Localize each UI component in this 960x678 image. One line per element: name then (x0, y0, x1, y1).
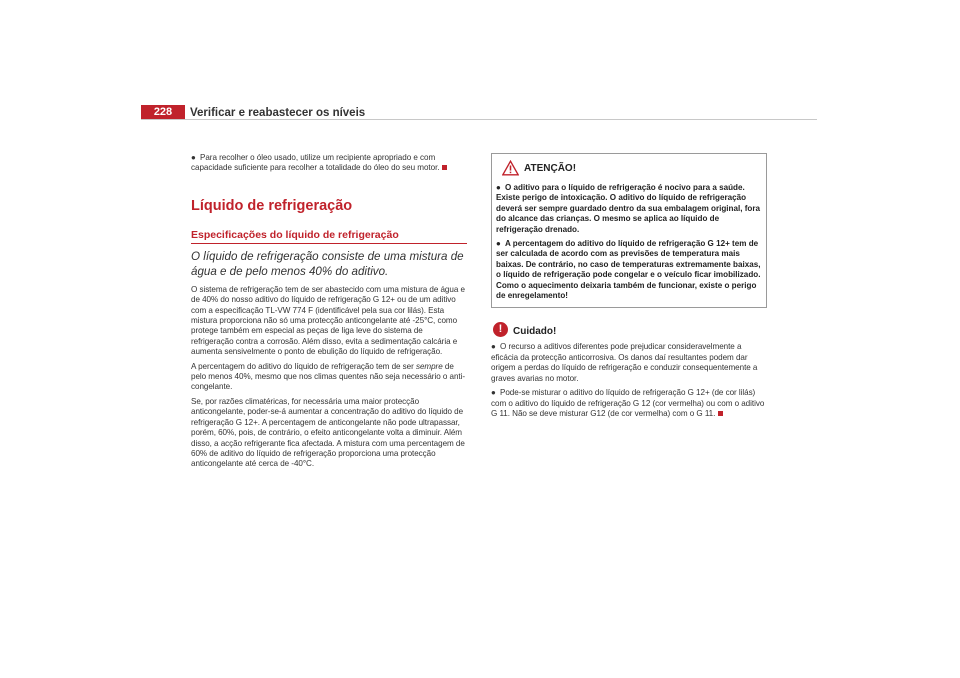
caution-header (491, 320, 766, 338)
paragraph-2-start: A percentagem do aditivo do líquido de refrigeração tem de ser (191, 361, 416, 371)
bullet-icon: ● (496, 183, 501, 192)
paragraph-3: Se, por razões climatéricas, for necessária uma maior protecção anticongelante, poder-se-á aumentar a concentração do aditivo do líquido de refrigeração G 12+. A percentagem de anticongelante não pode ultrapassar, porém, 60%, pois, de contrário, o efeito anticongelante volta a diminuir. Além disso, a acção refrigerante fica afectada. A mistura com uma percentagem de 60% de aditivo do líquido de refrigeração proporciona uma protecção anticongelante até cerca de -40°C. (191, 396, 465, 469)
paragraph-2 (191, 362, 467, 393)
end-marker-icon (718, 411, 723, 416)
bullet-icon: ● (191, 153, 196, 162)
caution-label: Cuidado! (513, 325, 557, 337)
running-title: Verificar e reabastecer os níveis (190, 106, 366, 119)
warning-item-1-text: O aditivo para o líquido de refrigeração é nocivo para a saúde. Existe perigo de intoxicação. O aditivo do líquido de refrigeração deverá ser sempre guardado dentro da sua embalagem original, fora do alcance das crianças. O mesmo se aplica ao líquido de refrigeração drenado. (496, 183, 761, 234)
warning-item-1 (496, 183, 762, 235)
paragraph-1: O sistema de refrigeração tem de ser abastecido com uma mistura de água e de 40% do nosso aditivo do líquido de refrigeração G 12+ ou de um aditivo com a especificação TL-VW 774 F (identificável pela sua cor lilás). Esta mistura proporciona não só uma protecção anticongelante até -25°C, como protege também em especial as peças de liga leve do sistema de refrigeração contra a corrosão. Além disso, evita a sedimentação calcária e aumenta sensivelmente o ponto de ebulição do líquido de refrigeração. (191, 284, 465, 357)
warning-triangle-icon (502, 160, 519, 176)
right-column (491, 153, 766, 423)
subsection-title: Especificações do líquido de refrigeração (191, 229, 467, 244)
caution-icon: ! (493, 322, 508, 337)
caution-item-1-text: O recurso a aditivos diferentes pode prejudicar consideravelmente a eficácia da protecção anticorrosiva. Os danos daí resultantes podem dar origem a perdas do líquido de refrigeração e conduzir consequentemente a graves avarias no motor. (491, 342, 758, 383)
page-number: 228 (141, 105, 185, 120)
header-rule (141, 119, 817, 120)
paragraph-2-emphasis: sempre (415, 361, 443, 371)
paragraph-2-end: de pelo menos 40%, mesmo que nos climas quentes não seja necessário o anti-congelante. (191, 361, 465, 392)
section-title: Líquido de refrigeração (191, 197, 353, 214)
page-header (141, 105, 817, 120)
oil-bullet-paragraph (191, 153, 467, 174)
bullet-icon: ● (491, 388, 496, 398)
caution-item-2-text: Pode-se misturar o aditivo do líquido de refrigeração G 12+ (de cor lilás) com o aditivo do líquido de refrigeração G 12 (cor vermelha) ou com o aditivo G 11. Não se deve misturar G12 (de cor vermelha) com o G 11. (491, 388, 765, 418)
end-marker-icon (442, 165, 447, 170)
warning-label: ATENÇÃO! (524, 162, 577, 174)
warning-header (496, 158, 762, 178)
caution-item-1 (491, 342, 766, 384)
warning-item-2-text: A percentagem do aditivo do líquido de refrigeração G 12+ tem de ser calculada de acordo com as previsões de temperatura mais baixas. De contrário, no caso de temperaturas extremamente baixas, o líquido de refrigeração pode congelar e o veículo ficar imobilizado. Como o aquecimento deixaria também de funcionar, existe o perigo de enregelamento! (496, 239, 761, 301)
bullet-icon: ● (491, 342, 496, 352)
caution-item-2 (491, 388, 766, 419)
warning-box (491, 153, 767, 308)
warning-item-2 (496, 239, 762, 301)
left-column (191, 153, 467, 474)
oil-bullet-text: Para recolher o óleo usado, utilize um recipiente apropriado e com capacidade suficiente para recolher a totalidade do óleo do seu motor. (191, 153, 440, 173)
bullet-icon: ● (496, 239, 501, 249)
intro-text: O líquido de refrigeração consiste de uma mistura de água e de pelo menos 40% do aditivo. (191, 249, 464, 278)
